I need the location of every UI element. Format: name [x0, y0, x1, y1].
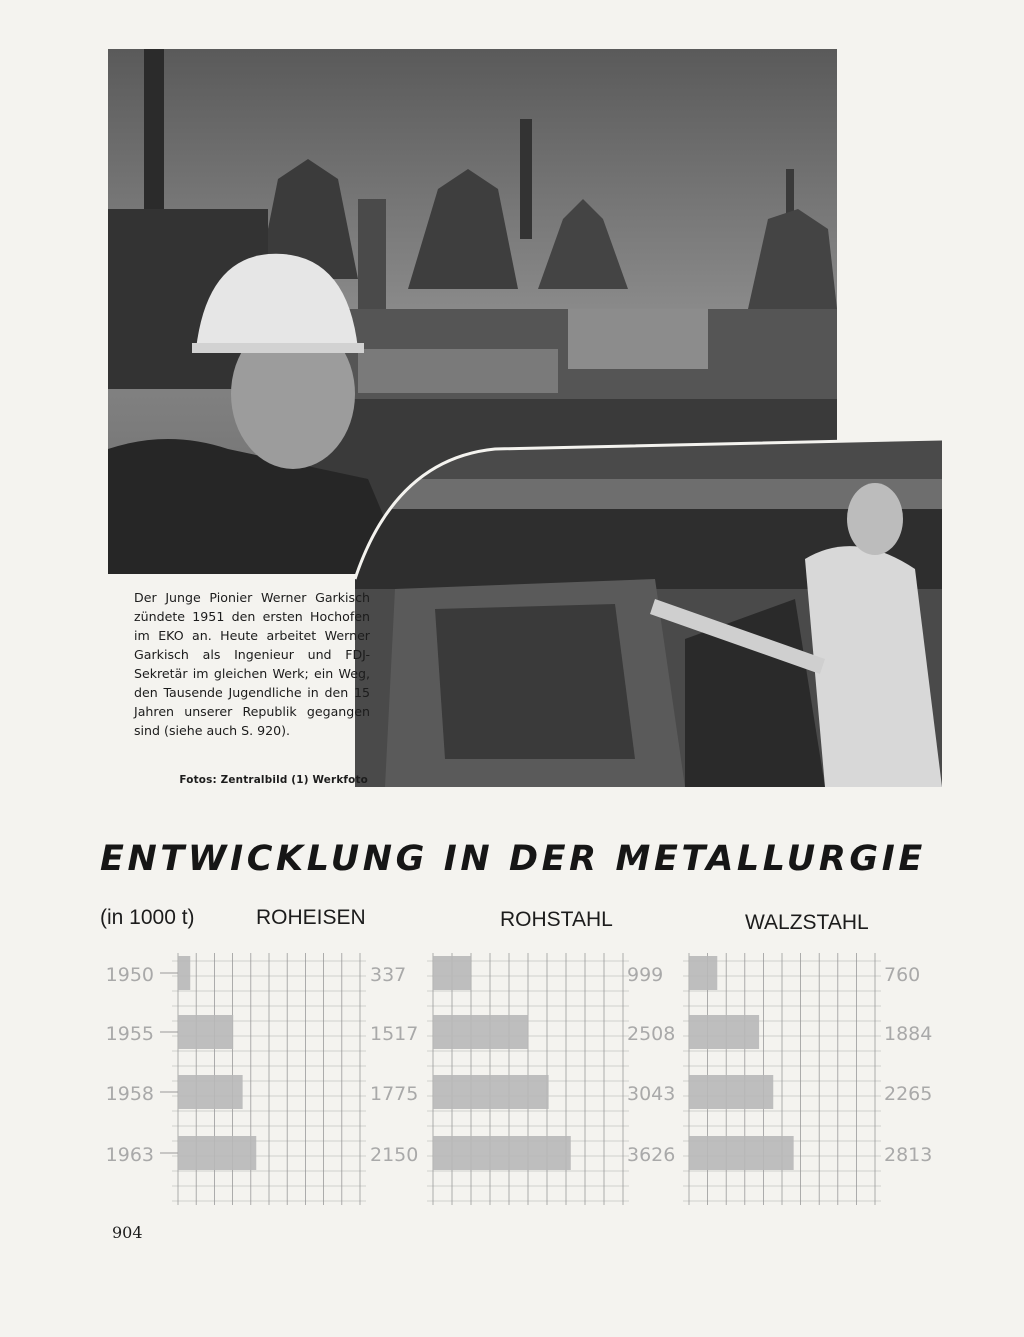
page-number: 904	[112, 1223, 143, 1242]
chart-panel-roheisen	[172, 953, 418, 1205]
year-label: 1963	[105, 1144, 154, 1166]
value-label: 1884	[884, 1023, 933, 1045]
value-label: 760	[884, 964, 921, 986]
unit-label: (in 1000 t)	[100, 906, 195, 929]
series-title-roheisen: ROHEISEN	[256, 906, 366, 929]
bar-walzstahl-1950	[689, 956, 717, 990]
value-label: 337	[370, 964, 407, 986]
value-label: 3043	[627, 1083, 676, 1105]
value-label: 1775	[370, 1083, 419, 1105]
series-title-walzstahl: WALZSTAHL	[745, 911, 869, 934]
bar-rohstahl-1963	[433, 1136, 571, 1170]
bar-roheisen-1955	[178, 1015, 233, 1049]
value-label: 1517	[370, 1023, 419, 1045]
bar-roheisen-1963	[178, 1136, 256, 1170]
year-label: 1958	[105, 1083, 154, 1105]
bar-rohstahl-1955	[433, 1015, 528, 1049]
young-pioneer-photo	[355, 439, 942, 787]
value-label: 2813	[884, 1144, 933, 1166]
year-label: 1950	[105, 964, 154, 986]
bar-roheisen-1950	[178, 956, 190, 990]
year-label: 1955	[105, 1023, 154, 1045]
bar-walzstahl-1958	[689, 1075, 773, 1109]
value-label: 2150	[370, 1144, 419, 1166]
photo-caption: Der Junge Pionier Werner Garkisch zündete 1951 den ersten Hochofen im EKO an. Heute arbeitet Werner Garkisch als Ingenieur und FDJ-Sekretär im gleichen Werk; ein Weg, den Tausende Jugendliche in den 15 Jahren unserer Republik gegangen sind (siehe auch S. 920).	[134, 590, 370, 738]
metallurgy-chart	[0, 945, 1024, 1215]
bar-rohstahl-1958	[433, 1075, 549, 1109]
value-label: 3626	[627, 1144, 676, 1166]
chart-panel-walzstahl	[683, 953, 932, 1205]
value-label: 999	[627, 964, 664, 986]
value-label: 2508	[627, 1023, 676, 1045]
bar-rohstahl-1950	[433, 956, 471, 990]
photo-credit: Fotos: Zentralbild (1) Werkfoto	[179, 774, 368, 786]
bar-walzstahl-1963	[689, 1136, 794, 1170]
series-title-rohstahl: ROHSTAHL	[500, 908, 613, 931]
chart-panel-rohstahl	[427, 953, 675, 1205]
value-label: 2265	[884, 1083, 933, 1105]
page-headline: ENTWICKLUNG IN DER METALLURGIE	[100, 839, 926, 879]
bar-roheisen-1958	[178, 1075, 243, 1109]
bar-walzstahl-1955	[689, 1015, 759, 1049]
